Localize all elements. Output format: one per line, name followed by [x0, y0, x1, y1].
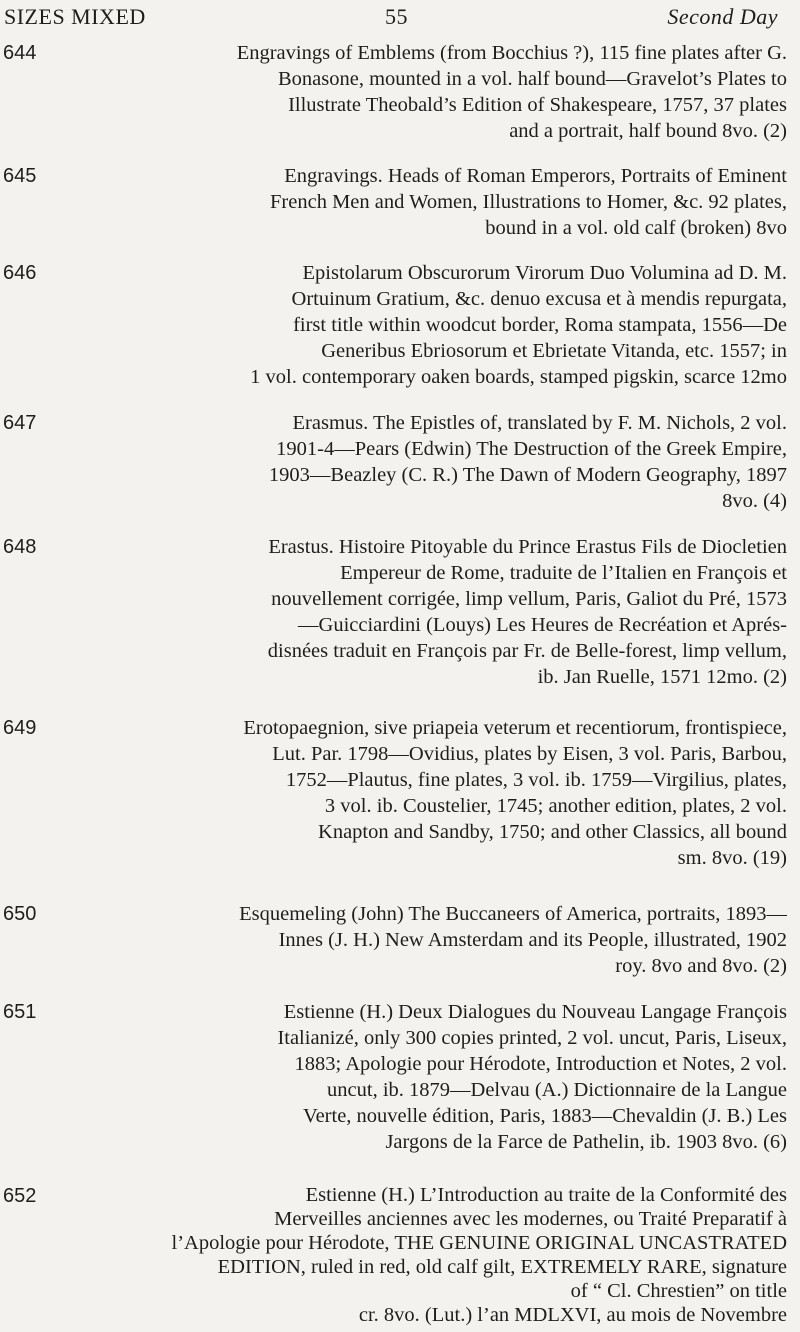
lot-description-line: 8vo. (4): [722, 490, 787, 512]
lot-description: [62, 40, 787, 144]
lot-description: [62, 901, 787, 979]
lot-number: 645: [3, 165, 37, 187]
lot-description-line: EDITION, ruled in red, old calf gilt, EXTREMELY RARE, signature: [217, 1256, 787, 1278]
lot-description-line: l’Apologie pour Hérodote, THE GENUINE ORIGINAL UNCASTRATED: [171, 1232, 787, 1254]
lot-description-line: Verte, nouvelle édition, Paris, 1883—Chevaldin (J. B.) Les: [303, 1105, 787, 1127]
lot-description-line: —Guicciardini (Louys) Les Heures de Recréation et Aprés-: [298, 614, 787, 636]
lot-description-line: and a portrait, half bound 8vo. (2): [509, 120, 787, 142]
lot-description-line: Knapton and Sandby, 1750; and other Classics, all bound: [318, 821, 787, 843]
lot-description-line: 1 vol. contemporary oaken boards, stamped pigskin, scarce 12mo: [250, 366, 787, 388]
lot-description-line: of “ Cl. Chrestien” on title: [570, 1280, 787, 1302]
lot-description-line: 3 vol. ib. Coustelier, 1745; another edition, plates, 2 vol.: [324, 795, 787, 817]
lot-description-line: uncut, ib. 1879—Delvau (A.) Dictionnaire de la Langue: [327, 1079, 787, 1101]
lot-description-line: 1883; Apologie pour Hérodote, Introduction et Notes, 2 vol.: [294, 1053, 787, 1075]
lot-description-line: bound in a vol. old calf (broken) 8vo: [485, 217, 787, 239]
lot-description: [62, 999, 787, 1155]
lot-description-line: Esquemeling (John) The Buccaneers of America, portraits, 1893—: [239, 903, 787, 925]
lot-description-line: disnées traduit en François par Fr. de Belle-forest, limp vellum,: [267, 640, 787, 662]
lot-description-line: first title within woodcut border, Roma stampata, 1556—De: [293, 314, 787, 336]
lot-number: 648: [3, 536, 37, 558]
lot-description-line: Generibus Ebriosorum et Ebrietate Vitanda, etc. 1557; in: [321, 340, 787, 362]
lot-description: [62, 1183, 787, 1327]
lot-description-line: 1901-4—Pears (Edwin) The Destruction of the Greek Empire,: [276, 438, 787, 460]
lot-description-line: Estienne (H.) L’Introduction au traite de la Conformité des: [305, 1184, 787, 1206]
lot-description-line: Engravings. Heads of Roman Emperors, Portraits of Eminent: [284, 165, 787, 187]
lot-description-line: Erotopaegnion, sive priapeia veterum et recentiorum, frontispiece,: [243, 717, 787, 739]
header-section-title: SIZES MIXED: [4, 4, 146, 29]
header-day: Second Day: [667, 4, 778, 29]
lot-description-line: Erasmus. The Epistles of, translated by F. M. Nichols, 2 vol.: [292, 412, 787, 434]
lot-description-line: Italianizé, only 300 copies printed, 2 vol. uncut, Paris, Liseux,: [277, 1027, 787, 1049]
lot-number: 646: [3, 262, 37, 284]
lot-description-line: 1752—Plautus, fine plates, 3 vol. ib. 1759—Virgilius, plates,: [285, 769, 787, 791]
lot-description-line: Epistolarum Obscurorum Virorum Duo Volumina ad D. M.: [302, 262, 787, 284]
lot-description-line: Empereur de Rome, traduite de l’Italien en François et: [340, 562, 787, 584]
lot-description-line: Engravings of Emblems (from Bocchius ?), 115 fine plates after G.: [236, 42, 787, 64]
lot-description-line: nouvellement corrigée, limp vellum, Paris, Galiot du Pré, 1573: [271, 588, 787, 610]
lot-description-line: Estienne (H.) Deux Dialogues du Nouveau Langage François: [283, 1001, 787, 1023]
lot-description: [62, 163, 787, 241]
lot-description-line: Merveilles anciennes avec les modernes, ou Traité Preparatif à: [274, 1208, 787, 1230]
lot-description: [62, 715, 787, 871]
lot-description-line: roy. 8vo and 8vo. (2): [615, 955, 787, 977]
lot-number: 652: [3, 1185, 37, 1207]
lot-description-line: Bonasone, mounted in a vol. half bound—Gravelot’s Plates to: [277, 68, 787, 90]
lot-description-line: 1903—Beazley (C. R.) The Dawn of Modern Geography, 1897: [268, 464, 787, 486]
lot-description: [62, 410, 787, 514]
lot-number: 651: [3, 1001, 37, 1023]
lot-description-line: French Men and Women, Illustrations to Homer, &c. 92 plates,: [270, 191, 787, 213]
lot-description-line: sm. 8vo. (19): [677, 847, 787, 869]
lot-description-line: Illustrate Theobald’s Edition of Shakespeare, 1757, 37 plates: [288, 94, 787, 116]
lot-description: [62, 260, 787, 390]
lot-number: 650: [3, 903, 37, 925]
page-header: [0, 4, 800, 32]
lot-description: [62, 534, 787, 690]
lot-description-line: Jargons de la Farce de Pathelin, ib. 1903 8vo. (6): [385, 1131, 787, 1153]
page-number: 55: [385, 4, 408, 29]
lot-description-line: Ortuinum Gratium, &c. denuo excusa et à mendis repurgata,: [291, 288, 787, 310]
lot-number: 647: [3, 412, 37, 434]
lot-number: 644: [3, 42, 37, 64]
lot-description-line: Erastus. Histoire Pitoyable du Prince Erastus Fils de Diocletien: [268, 536, 787, 558]
lot-number: 649: [3, 717, 37, 739]
lot-description-line: cr. 8vo. (Lut.) l’an MDLXVI, au mois de Novembre: [358, 1304, 787, 1326]
lot-description-line: Innes (J. H.) New Amsterdam and its People, illustrated, 1902: [278, 929, 787, 951]
lot-description-line: ib. Jan Ruelle, 1571 12mo. (2): [537, 666, 787, 688]
lot-description-line: Lut. Par. 1798—Ovidius, plates by Eisen, 3 vol. Paris, Barbou,: [272, 743, 787, 765]
